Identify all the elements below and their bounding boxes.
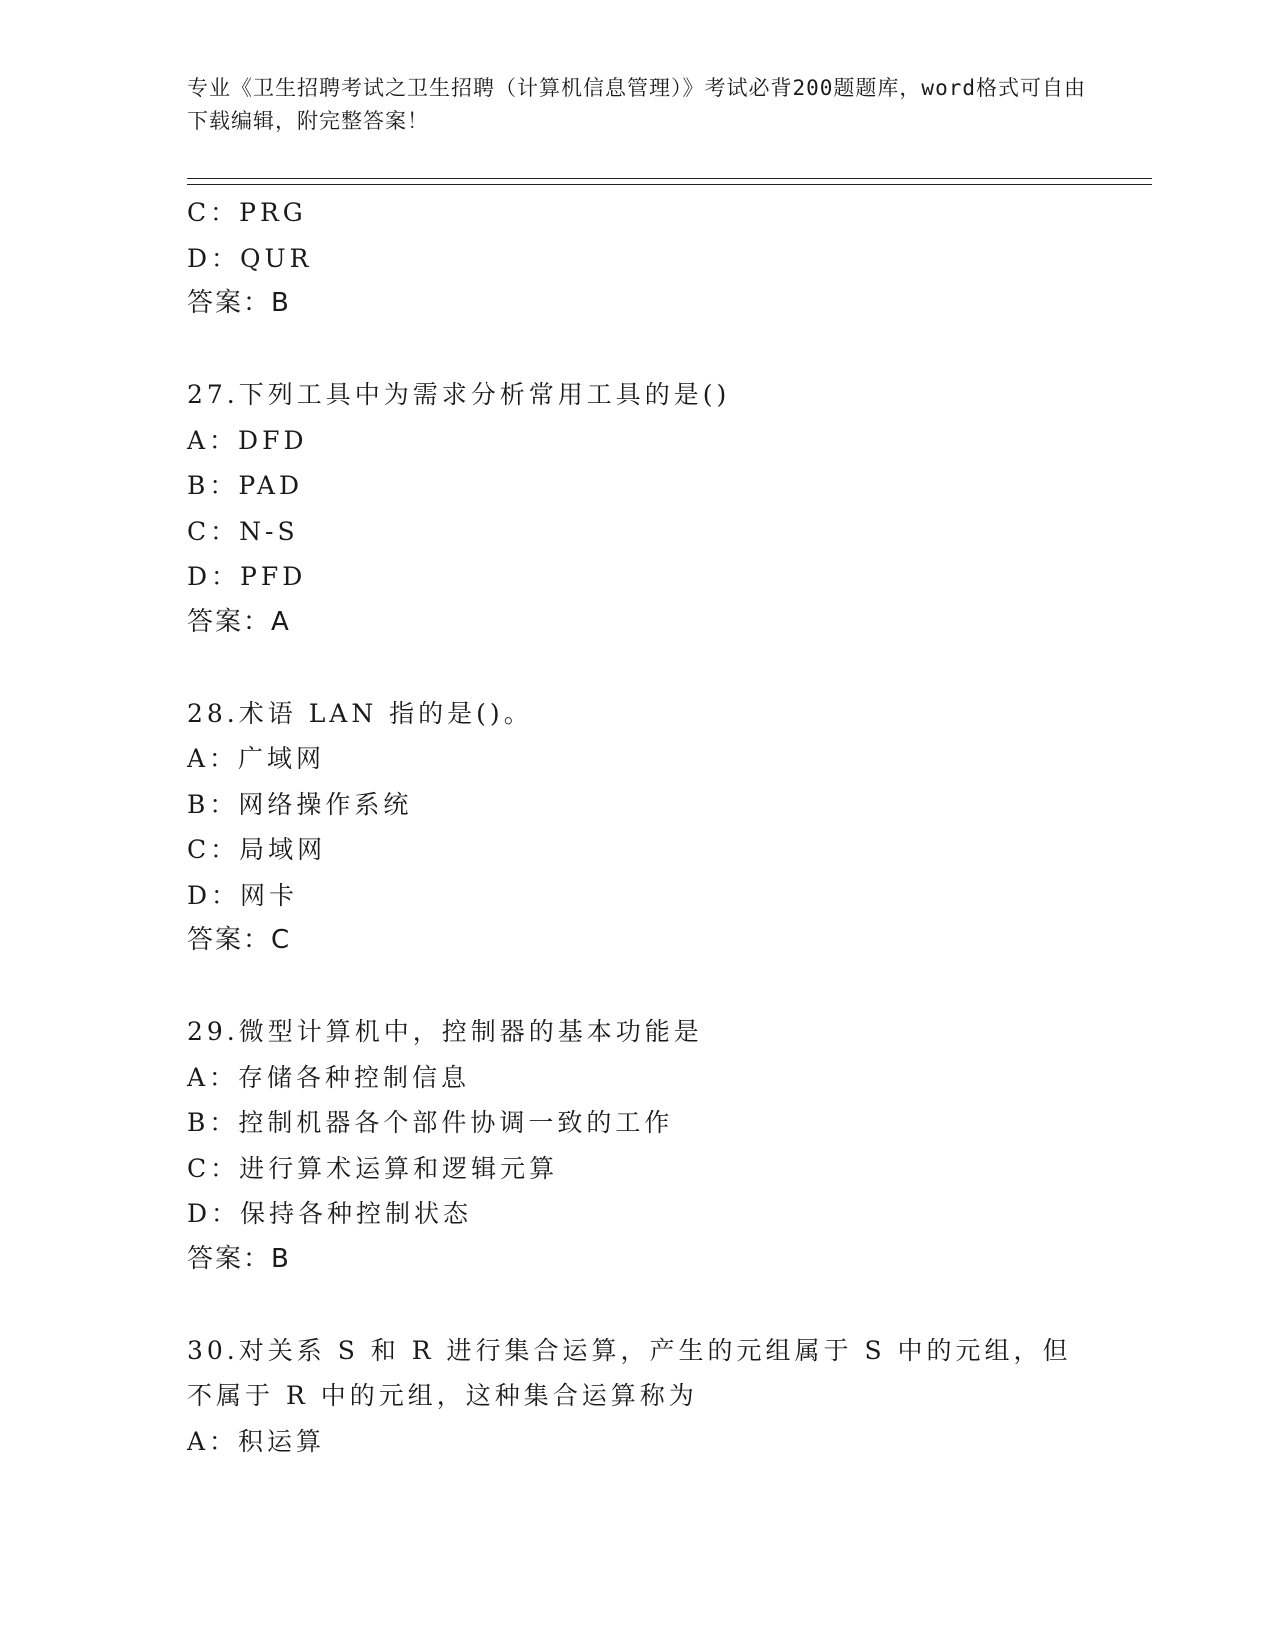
option-line: C：N-S xyxy=(187,516,299,546)
question-28 xyxy=(187,691,1087,964)
option-line: B：网络操作系统 xyxy=(187,789,413,819)
option-line: C：局域网 xyxy=(187,835,327,864)
option-line: A：存储各种控制信息 xyxy=(187,1062,471,1092)
question-fragment xyxy=(187,190,1087,327)
option-line: D：网卡 xyxy=(187,880,299,910)
option-line: A：积运算 xyxy=(187,1426,326,1456)
question-30 xyxy=(187,1328,1087,1465)
option-line: D：保持各种控制状态 xyxy=(187,1199,473,1228)
answer-line: 答案：A xyxy=(187,606,291,637)
option-line: A：广域网 xyxy=(187,744,326,773)
spacer xyxy=(187,964,1087,1010)
header-rule-bottom xyxy=(187,184,1152,185)
question-stem: 30.对关系 S 和 R 进行集合运算，产生的元组属于 S 中的元组，但不属于 R 中的元组，这种集合运算称为 xyxy=(187,1335,1072,1410)
question-stem: 28.术语 LAN 指的是()。 xyxy=(187,698,533,728)
option-line: B：控制机器各个部件协调一致的工作 xyxy=(187,1108,674,1137)
option-line: B：PAD xyxy=(187,471,303,500)
option-line: C：PRG xyxy=(187,198,307,227)
answer-line: 答案：B xyxy=(187,1243,291,1274)
header-rule-top xyxy=(187,178,1152,179)
option-line: D：QUR xyxy=(187,243,313,273)
spacer xyxy=(187,645,1087,691)
answer-line: 答案：C xyxy=(187,925,292,955)
spacer xyxy=(187,327,1087,373)
option-line: A：DFD xyxy=(187,425,308,455)
document-header: 专业《卫生招聘考试之卫生招聘（计算机信息管理）》考试必背200题题库，word格式可自由下载编辑，附完整答案！ xyxy=(187,76,1086,133)
answer-line: 答案：B xyxy=(187,288,291,318)
question-stem: 27.下列工具中为需求分析常用工具的是() xyxy=(187,380,731,409)
question-list xyxy=(187,190,1087,1464)
question-stem: 29.微型计算机中，控制器的基本功能是 xyxy=(187,1017,703,1046)
question-27 xyxy=(187,372,1087,645)
option-line: D：PFD xyxy=(187,562,307,591)
question-29 xyxy=(187,1009,1087,1282)
spacer xyxy=(187,1282,1087,1328)
option-line: C：进行算术运算和逻辑元算 xyxy=(187,1153,559,1183)
